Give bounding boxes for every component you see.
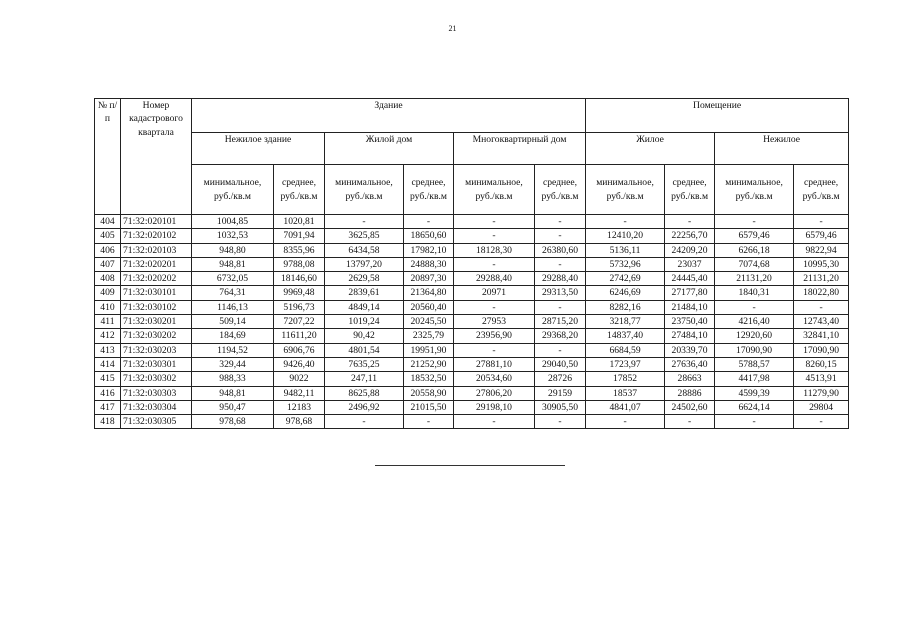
row-number: 416	[95, 386, 121, 400]
value-cell: 9969,48	[274, 286, 325, 300]
header-nonres-building: Нежилое здание	[192, 133, 325, 165]
value-cell: 28663	[665, 372, 715, 386]
header-avg: среднее, руб./кв.м	[665, 165, 715, 215]
value-cell: 17090,90	[715, 343, 794, 357]
value-cell: -	[535, 229, 586, 243]
value-cell: 20245,50	[404, 315, 454, 329]
value-cell: 4417,98	[715, 372, 794, 386]
value-cell: 6579,46	[794, 229, 849, 243]
value-cell: -	[404, 415, 454, 429]
table-row	[95, 386, 849, 400]
value-cell: 23037	[665, 257, 715, 271]
end-rule	[375, 465, 565, 466]
value-cell: -	[454, 343, 535, 357]
value-cell: 32841,10	[794, 329, 849, 343]
row-number: 413	[95, 343, 121, 357]
header-avg: среднее, руб./кв.м	[794, 165, 849, 215]
row-number: 407	[95, 257, 121, 271]
value-cell: 2496,92	[325, 400, 404, 414]
value-cell: 2839,61	[325, 286, 404, 300]
table-row	[95, 343, 849, 357]
value-cell: 12920,60	[715, 329, 794, 343]
row-number: 404	[95, 215, 121, 229]
value-cell: 3218,77	[586, 315, 665, 329]
value-cell: 5732,96	[586, 257, 665, 271]
row-number: 410	[95, 300, 121, 314]
value-cell: 6906,76	[274, 343, 325, 357]
value-cell: 6434,58	[325, 243, 404, 257]
value-cell: 23750,40	[665, 315, 715, 329]
header-min: минимальное, руб./кв.м	[454, 165, 535, 215]
header-building: Здание	[192, 99, 586, 133]
table-row	[95, 315, 849, 329]
value-cell: 20560,40	[404, 300, 454, 314]
value-cell: 27636,40	[665, 357, 715, 371]
value-cell: -	[586, 215, 665, 229]
value-cell: 24888,30	[404, 257, 454, 271]
row-number: 415	[95, 372, 121, 386]
header-house: Жилой дом	[325, 133, 454, 165]
value-cell: 4801,54	[325, 343, 404, 357]
value-cell: 978,68	[274, 415, 325, 429]
row-number: 405	[95, 229, 121, 243]
table-row	[95, 229, 849, 243]
quarter-number: 71:32:020102	[121, 229, 192, 243]
row-number: 409	[95, 286, 121, 300]
value-cell: -	[794, 300, 849, 314]
table-row	[95, 243, 849, 257]
value-cell: -	[794, 215, 849, 229]
value-cell: 509,14	[192, 315, 274, 329]
header-min: минимальное, руб./кв.м	[192, 165, 274, 215]
table-row	[95, 329, 849, 343]
value-cell: -	[325, 415, 404, 429]
table-row	[95, 257, 849, 271]
header-nonres-premises: Нежилое	[715, 133, 849, 165]
value-cell: 1032,53	[192, 229, 274, 243]
value-cell: 18128,30	[454, 243, 535, 257]
row-number: 418	[95, 415, 121, 429]
header-avg: среднее, руб./кв.м	[274, 165, 325, 215]
row-number: 406	[95, 243, 121, 257]
value-cell: 28726	[535, 372, 586, 386]
value-cell: 10995,30	[794, 257, 849, 271]
value-cell: 28886	[665, 386, 715, 400]
value-cell: 6684,59	[586, 343, 665, 357]
value-cell: 18650,60	[404, 229, 454, 243]
value-cell: 988,33	[192, 372, 274, 386]
value-cell: -	[454, 300, 535, 314]
value-cell: 13797,20	[325, 257, 404, 271]
value-cell: -	[535, 300, 586, 314]
value-cell: 21015,50	[404, 400, 454, 414]
value-cell: 4599,39	[715, 386, 794, 400]
value-cell: 18537	[586, 386, 665, 400]
value-cell: 7091,94	[274, 229, 325, 243]
table-row	[95, 415, 849, 429]
value-cell: -	[794, 415, 849, 429]
value-cell: 28715,20	[535, 315, 586, 329]
table-row	[95, 300, 849, 314]
value-cell: 11279,90	[794, 386, 849, 400]
value-cell: 27806,20	[454, 386, 535, 400]
header-premises: Помещение	[586, 99, 849, 133]
page-number: 21	[448, 24, 457, 33]
value-cell: -	[325, 215, 404, 229]
row-number: 408	[95, 272, 121, 286]
value-cell: -	[454, 257, 535, 271]
value-cell: -	[715, 215, 794, 229]
value-cell: 22256,70	[665, 229, 715, 243]
value-cell: 27881,10	[454, 357, 535, 371]
value-cell: 14837,40	[586, 329, 665, 343]
value-cell: 29159	[535, 386, 586, 400]
value-cell: 29313,50	[535, 286, 586, 300]
value-cell: 1020,81	[274, 215, 325, 229]
value-cell: 9022	[274, 372, 325, 386]
value-cell: 7207,22	[274, 315, 325, 329]
value-cell: 18532,50	[404, 372, 454, 386]
value-cell: 4849,14	[325, 300, 404, 314]
value-cell: 12183	[274, 400, 325, 414]
value-cell: 26380,60	[535, 243, 586, 257]
value-cell: 9788,08	[274, 257, 325, 271]
quarter-number: 71:32:030305	[121, 415, 192, 429]
value-cell: 6246,69	[586, 286, 665, 300]
quarter-number: 71:32:020201	[121, 257, 192, 271]
value-cell: 29198,10	[454, 400, 535, 414]
value-cell: 1146,13	[192, 300, 274, 314]
value-cell: 21252,90	[404, 357, 454, 371]
value-cell: 2742,69	[586, 272, 665, 286]
value-cell: 948,81	[192, 257, 274, 271]
table-row	[95, 400, 849, 414]
value-cell: 2629,58	[325, 272, 404, 286]
value-cell: 24445,40	[665, 272, 715, 286]
value-cell: 20339,70	[665, 343, 715, 357]
value-cell: 9426,40	[274, 357, 325, 371]
quarter-number: 71:32:020101	[121, 215, 192, 229]
value-cell: 90,42	[325, 329, 404, 343]
value-cell: -	[404, 215, 454, 229]
value-cell: 21131,20	[715, 272, 794, 286]
value-cell: 764,31	[192, 286, 274, 300]
value-cell: 1004,85	[192, 215, 274, 229]
value-cell: 4841,07	[586, 400, 665, 414]
row-number: 417	[95, 400, 121, 414]
table-row	[95, 286, 849, 300]
value-cell: 1840,31	[715, 286, 794, 300]
quarter-number: 71:32:030102	[121, 300, 192, 314]
quarter-number: 71:32:030201	[121, 315, 192, 329]
quarter-number: 71:32:030203	[121, 343, 192, 357]
quarter-number: 71:32:020103	[121, 243, 192, 257]
value-cell: 20897,30	[404, 272, 454, 286]
value-cell: 29288,40	[454, 272, 535, 286]
header-apartment: Многоквартирный дом	[454, 133, 586, 165]
value-cell: 4216,40	[715, 315, 794, 329]
table-row	[95, 215, 849, 229]
value-cell: -	[535, 415, 586, 429]
value-cell: 184,69	[192, 329, 274, 343]
table-row	[95, 372, 849, 386]
value-cell: 6266,18	[715, 243, 794, 257]
value-cell: 11611,20	[274, 329, 325, 343]
quarter-number: 71:32:030101	[121, 286, 192, 300]
value-cell: 1194,52	[192, 343, 274, 357]
quarter-number: 71:32:030202	[121, 329, 192, 343]
value-cell: 18022,80	[794, 286, 849, 300]
value-cell: 21131,20	[794, 272, 849, 286]
header-no: № п/п	[95, 99, 121, 215]
value-cell: 8355,96	[274, 243, 325, 257]
value-cell: 8625,88	[325, 386, 404, 400]
header-avg: среднее, руб./кв.м	[535, 165, 586, 215]
value-cell: 19951,90	[404, 343, 454, 357]
value-cell: 948,81	[192, 386, 274, 400]
value-cell: -	[665, 415, 715, 429]
value-cell: -	[715, 300, 794, 314]
value-cell: 3625,85	[325, 229, 404, 243]
value-cell: -	[454, 415, 535, 429]
value-cell: 6732,05	[192, 272, 274, 286]
value-cell: 1019,24	[325, 315, 404, 329]
value-cell: 6624,14	[715, 400, 794, 414]
value-cell: 30905,50	[535, 400, 586, 414]
value-cell: 5788,57	[715, 357, 794, 371]
value-cell: 17982,10	[404, 243, 454, 257]
quarter-number: 71:32:030302	[121, 372, 192, 386]
row-number: 411	[95, 315, 121, 329]
quarter-number: 71:32:030303	[121, 386, 192, 400]
row-number: 414	[95, 357, 121, 371]
value-cell: 12410,20	[586, 229, 665, 243]
value-cell: 8282,16	[586, 300, 665, 314]
value-cell: 7074,68	[715, 257, 794, 271]
value-cell: 27953	[454, 315, 535, 329]
header-min: минимальное, руб./кв.м	[586, 165, 665, 215]
value-cell: -	[665, 215, 715, 229]
value-cell: 8260,15	[794, 357, 849, 371]
value-cell: 21484,10	[665, 300, 715, 314]
value-cell: 9482,11	[274, 386, 325, 400]
value-cell: 948,80	[192, 243, 274, 257]
header-res-premises: Жилое	[586, 133, 715, 165]
header-quarter: Номер кадастрового квартала	[121, 99, 192, 215]
value-cell: -	[535, 257, 586, 271]
header-avg: среднее, руб./кв.м	[404, 165, 454, 215]
value-cell: 20971	[454, 286, 535, 300]
value-cell: -	[454, 229, 535, 243]
cadastral-value-table	[94, 98, 849, 429]
value-cell: 27484,10	[665, 329, 715, 343]
table-row	[95, 272, 849, 286]
value-cell: 17852	[586, 372, 665, 386]
value-cell: 24209,20	[665, 243, 715, 257]
value-cell: 23956,90	[454, 329, 535, 343]
value-cell: 247,11	[325, 372, 404, 386]
value-cell: 29040,50	[535, 357, 586, 371]
value-cell: 1723,97	[586, 357, 665, 371]
value-cell: 978,68	[192, 415, 274, 429]
value-cell: -	[454, 215, 535, 229]
value-cell: 29368,20	[535, 329, 586, 343]
quarter-number: 71:32:030304	[121, 400, 192, 414]
value-cell: 5196,73	[274, 300, 325, 314]
header-min: минимальное, руб./кв.м	[325, 165, 404, 215]
value-cell: 27177,80	[665, 286, 715, 300]
value-cell: 18146,60	[274, 272, 325, 286]
value-cell: -	[535, 343, 586, 357]
value-cell: 20534,60	[454, 372, 535, 386]
value-cell: 17090,90	[794, 343, 849, 357]
value-cell: 12743,40	[794, 315, 849, 329]
table-row	[95, 357, 849, 371]
value-cell: 21364,80	[404, 286, 454, 300]
value-cell: 329,44	[192, 357, 274, 371]
value-cell: 5136,11	[586, 243, 665, 257]
value-cell: 29804	[794, 400, 849, 414]
value-cell: 24502,60	[665, 400, 715, 414]
row-number: 412	[95, 329, 121, 343]
value-cell: 2325,79	[404, 329, 454, 343]
value-cell: -	[586, 415, 665, 429]
value-cell: 6579,46	[715, 229, 794, 243]
value-cell: 9822,94	[794, 243, 849, 257]
value-cell: 29288,40	[535, 272, 586, 286]
value-cell: 950,47	[192, 400, 274, 414]
value-cell: -	[715, 415, 794, 429]
header-min: минимальное, руб./кв.м	[715, 165, 794, 215]
value-cell: 7635,25	[325, 357, 404, 371]
value-cell: 20558,90	[404, 386, 454, 400]
value-cell: -	[535, 215, 586, 229]
quarter-number: 71:32:020202	[121, 272, 192, 286]
quarter-number: 71:32:030301	[121, 357, 192, 371]
value-cell: 4513,91	[794, 372, 849, 386]
